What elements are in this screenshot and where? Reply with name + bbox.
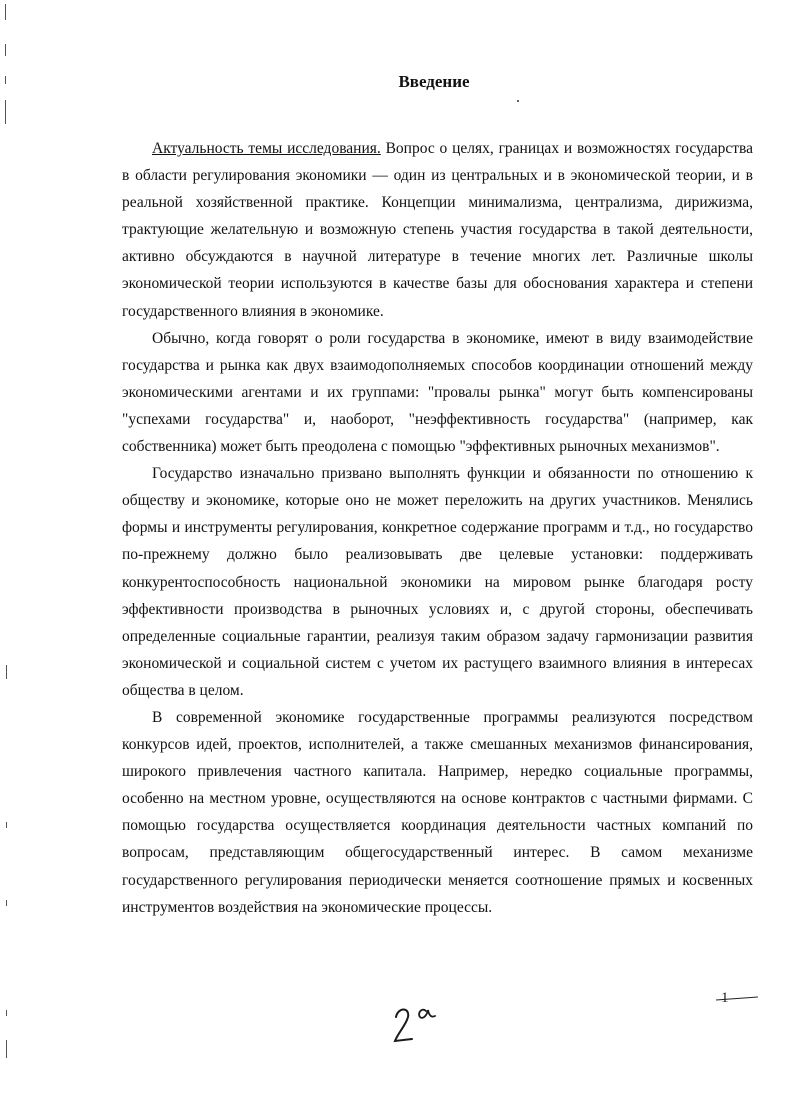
scan-margin-mark <box>6 1010 7 1016</box>
handwritten-note-2a <box>392 1003 442 1045</box>
paragraph-1-text: Вопрос о целях, границах и возможностях государства в области регулирования экономики — один из центральных и в экономической теории, и в реальной хозяйственной практике. Концепции минимализма, централизма, дирижизма, трактующие желательную и возможную степень участия государства в такой деятельности, активно обсуждаются в научной литературе в течение многих лет. Различные школы экономической теории используются в качестве базы для обоснования характера и степени государственного влияния в экономике. <box>122 140 753 320</box>
scan-margin-mark <box>6 900 7 906</box>
scan-margin-mark <box>6 665 7 679</box>
scan-margin-mark <box>6 822 7 828</box>
scan-margin-mark <box>6 1040 7 1058</box>
paragraph-4: В современной экономике государственные программы реализуются посредством конкурсов идей, проектов, исполнителей, а также смешанных механизмов финансирования, широкого привлечения частного капитала. Например, нередко социальные программы, особенно на местном уровне, осуществляются на основе контрактов с частными фирмами. С помощью государства осуществляется координация деятельности частных компаний по вопросам, представляющим общегосударственный интерес. В самом механизме государственного регулирования периодически меняется соотношение прямых и косвенных инструментов воздействия на экономические процессы. <box>122 708 753 916</box>
paragraph-1 <box>122 135 753 325</box>
scan-margin-mark <box>5 100 6 124</box>
scan-margin-mark <box>5 76 6 84</box>
scan-margin-mark <box>5 4 6 20</box>
scan-margin-mark <box>5 44 6 56</box>
scan-speck <box>517 100 519 102</box>
paragraph-3: Государство изначально призвано выполнять функции и обязанности по отношению к обществу и экономике, которые оно не может переложить на других участников. Менялись формы и инструменты регулирования, конкретное содержание программ и т.д., но государство по-прежнему должно было реализовывать две целевые установки: поддерживать конкурентоспособность национальной экономики на мировом рынке благодаря росту эффективности производства в рыночных условиях и, с другой стороны, обеспечивать определенные социальные гарантии, реализуя таким образом задачу гармонизации развития экономической и социальной систем с учетом их растущего взаимного влияния в интересах общества в целом. <box>122 465 753 699</box>
document-body <box>122 135 753 921</box>
lead-phrase: Актуальность темы исследования. <box>152 140 381 157</box>
page-title: Введение <box>398 72 470 91</box>
paragraph-2: Обычно, когда говорят о роли государства в экономике, имеют в виду взаимодействие государства и рынка как двух взаимодополняемых способов координации отношений между экономическими агентами и их группами: "провалы рынка" могут быть компенсированы "успехами государства" и, наоборот, "неэффективность государства" (например, как собственника) может быть преодолена с помощью "эффективных рыночных механизмов". <box>122 329 753 456</box>
